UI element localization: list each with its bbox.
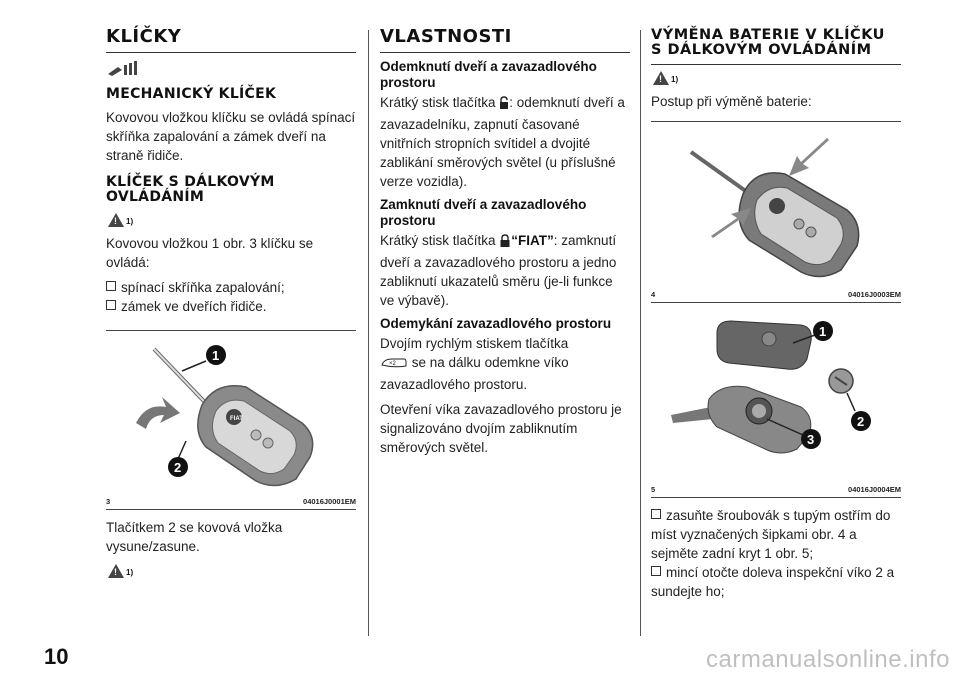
checkbox-bullet-icon bbox=[106, 281, 116, 291]
lock-icon bbox=[499, 234, 511, 253]
figure-number: 3 bbox=[106, 497, 111, 506]
mechanical-key-text: Kovovou vložkou klíčku se ovládá spínací skříňka zapalování a zámek dveří na straně řidiče. bbox=[106, 110, 356, 163]
warning-icon: ! 1) bbox=[106, 562, 132, 580]
remote-key-illustration bbox=[106, 331, 356, 509]
lock-text: Krátký stisk tlačítka “FIAT”: zamknutí dveří a zavazadlového prostoru a jedno zabliknutí ukazatelů směru (je-li funkce ve výbavě). bbox=[380, 233, 617, 308]
figure-4-code: 04016J0003EM bbox=[848, 290, 901, 299]
key-open-arrows-illustration bbox=[651, 122, 901, 302]
remote-key-text: Kovovou vložkou 1 obr. 3 klíčku se ovládá: bbox=[106, 236, 314, 270]
figure-5-label-2: 2 bbox=[857, 414, 865, 429]
svg-text:×2: ×2 bbox=[389, 361, 396, 367]
column-divider-2 bbox=[640, 30, 641, 636]
page-number: 10 bbox=[44, 644, 69, 669]
figure-3 bbox=[106, 330, 356, 510]
heading-lock: Zamknutí dveří a zavazadlového prostoru bbox=[380, 197, 587, 228]
warning-ref-2 bbox=[106, 562, 356, 585]
bullet-ignition: spínací skříňka zapalování; bbox=[106, 278, 356, 297]
unlock-icon bbox=[499, 96, 509, 115]
figure-label-1: 1 bbox=[212, 348, 220, 363]
key-icon bbox=[106, 61, 356, 77]
trunk-button-icon bbox=[380, 356, 408, 375]
unlock-text: Krátký stisk tlačítka : odemknutí dveří a zavazadelníku, zapnutí časované vnitřních stropních svítidel a dvojité zablikání směrových světel (u příslušné verze vozidla). bbox=[380, 95, 625, 189]
warning-icon: ! 1) bbox=[651, 69, 677, 87]
bullet-coin-cover: mincí otočte doleva inspekční víko 2 a sundejte ho; bbox=[651, 565, 895, 599]
figure-5-label-3: 3 bbox=[807, 432, 815, 447]
watermark: carmanualsonline.info bbox=[706, 646, 950, 673]
figure-4 bbox=[651, 121, 901, 303]
checkbox-bullet-icon bbox=[651, 509, 661, 519]
trunk-text: Dvojím rychlým stiskem tlačítka ×2 se na dálku odemkne víko zavazadlového prostoru. bbox=[380, 336, 569, 392]
column-battery bbox=[651, 28, 901, 601]
trunk-signal-text: Otevření víka zavazadlového prostoru je signalizováno dvojím zabliknutím směrových světel. bbox=[380, 402, 622, 455]
warning-icon: ! 1) bbox=[106, 211, 132, 229]
heading-features: VLASTNOSTI bbox=[380, 28, 630, 53]
svg-text:FIAT: FIAT bbox=[230, 416, 243, 422]
warning-ref-3 bbox=[651, 69, 901, 92]
column-keys bbox=[106, 28, 356, 585]
heading-trunk: Odemykání zavazadlového prostoru bbox=[380, 316, 612, 331]
figure-4-number: 4 bbox=[651, 290, 656, 299]
heading-unlock: Odemknutí dveří a zavazadlového prostoru bbox=[380, 59, 597, 90]
heading-keys: KLÍČKY bbox=[106, 28, 356, 53]
bullet-remove-cover: zasuňte šroubovák s tupým ostřím do míst vyznačených šipkami obr. 4 a sejměte zadní kryt 1 obr. 5; bbox=[651, 508, 891, 561]
battery-cover-illustration bbox=[651, 311, 901, 497]
figure-5 bbox=[651, 311, 901, 498]
figure-5-number: 5 bbox=[651, 485, 656, 494]
figure-code: 04016J0001EM bbox=[303, 497, 356, 506]
figure-5-label-1: 1 bbox=[819, 324, 827, 339]
column-divider-1 bbox=[368, 30, 369, 636]
column-features bbox=[380, 28, 630, 463]
battery-intro: Postup při výměně baterie: bbox=[651, 94, 812, 109]
button-2-text: Tlačítkem 2 se kovová vložka vysune/zasune. bbox=[106, 520, 283, 554]
heading-mechanical-key: MECHANICKÝ KLÍČEK bbox=[106, 86, 277, 102]
checkbox-bullet-icon bbox=[106, 300, 116, 310]
figure-label-2: 2 bbox=[174, 460, 182, 475]
warning-ref bbox=[106, 211, 356, 234]
figure-5-code: 04016J0004EM bbox=[848, 485, 901, 494]
checkbox-bullet-icon bbox=[651, 566, 661, 576]
bullet-door-lock: zámek ve dveřích řidiče. bbox=[106, 297, 356, 316]
heading-battery-replacement: VÝMĚNA BATERIE V KLÍČKU S DÁLKOVÝM OVLÁDÁNÍM bbox=[651, 28, 901, 65]
heading-remote-key: KLÍČEK S DÁLKOVÝM OVLÁDÁNÍM bbox=[106, 174, 275, 205]
